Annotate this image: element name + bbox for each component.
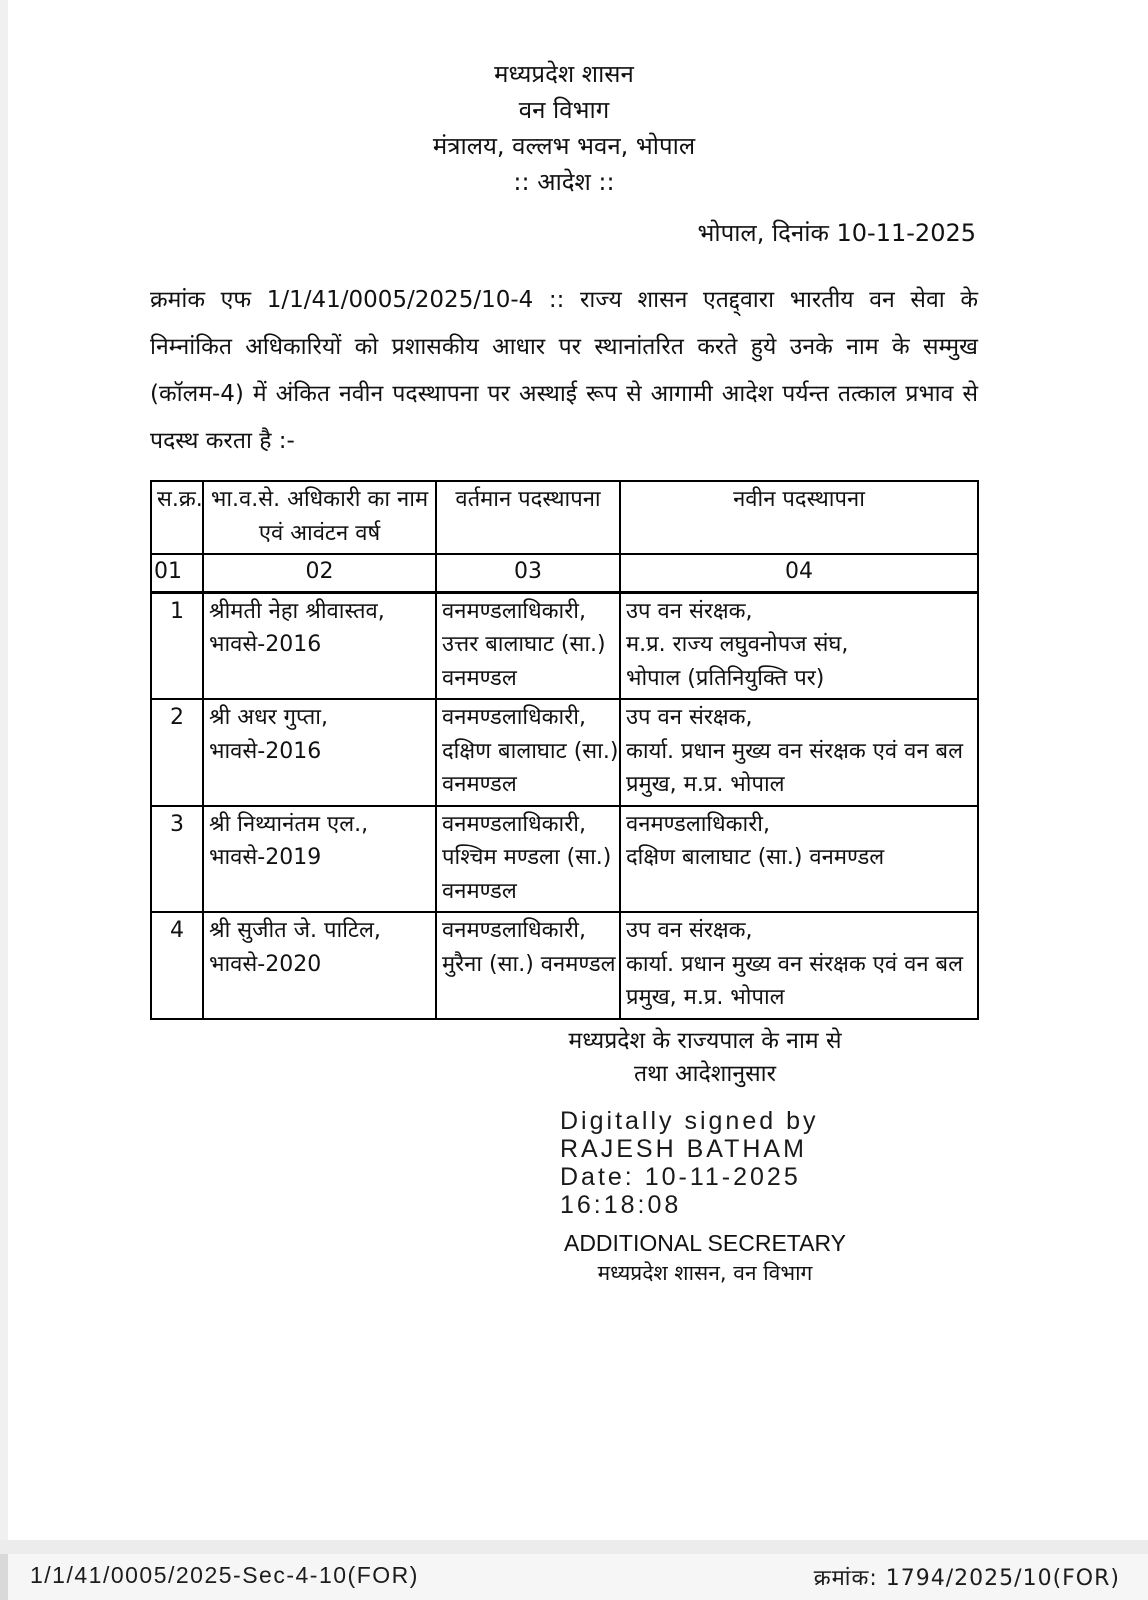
current-posting-line: उत्तर बालाघाट (सा.) [442,632,606,657]
officer-batch: भावसे-2016 [209,738,322,764]
header-department: वन विभाग [518,96,610,124]
row-sno: 2 [151,699,203,806]
table-row [151,699,978,806]
current-posting-line: वनमण्डलाधिकारी, [442,598,586,624]
signoff-line2: तथा आदेशानुसार [633,1060,777,1087]
row-officer [203,806,436,913]
header-cell-officer [203,481,436,554]
header-cell-sno: स.क्र. [151,481,203,554]
new-posting-line: उप वन संरक्षक, [626,598,753,624]
table-row [151,806,978,913]
officer-name: श्री निथ्यानंतम एल., [209,811,369,837]
signoff-line1: मध्यप्रदेश के राज्यपाल के नाम से [568,1027,842,1054]
current-posting-line: वनमण्डल [442,665,517,691]
column-number-row [151,554,978,592]
signatory-designation: ADDITIONAL SECRETARY [563,1229,847,1256]
document-header [150,0,978,200]
current-posting-line: पश्चिम मण्डला (सा.) [442,845,612,870]
current-posting-line: वनमण्डल [442,878,517,904]
column-number-04: 04 [620,554,978,592]
row-officer [203,699,436,806]
new-posting-line: भोपाल (प्रतिनियुक्ति पर) [626,665,825,691]
signature-date: Date: 10-11-2025 [560,1162,801,1191]
new-posting-line: म.प्र. राज्य लघुवनोपज संघ, [626,632,849,657]
officer-batch: भावसे-2019 [209,845,322,870]
signoff-block [435,1025,975,1091]
current-posting-line: वनमण्डलाधिकारी, [442,918,586,943]
new-posting-line: कार्या. प्रधान मुख्य वन संरक्षक एवं वन बल [626,738,964,764]
new-posting-line: वनमण्डलाधिकारी, [626,811,770,837]
current-posting-line: वनमण्डल [442,772,517,797]
current-posting-line: दक्षिण बालाघाट (सा.) [442,738,619,764]
file-reference-footer [0,1540,1148,1600]
officer-batch: भावसे-2020 [209,951,322,977]
footer-left-notch [0,1554,8,1600]
officer-batch: भावसे-2016 [209,632,322,657]
header-office: मंत्रालय, वल्लभ भवन, भोपाल [432,132,696,160]
order-paragraph: क्रमांक एफ 1/1/41/0005/2025/10-4 :: राज्य शासन एतद्द्वारा भारतीय वन सेवा के निम्नांकित अधिकारियों को प्रशासकीय आधार पर स्थानांतरित करते हुये उनके नाम के सम्मुख (कॉलम-4) में अंकित नवीन पदस्थापना पर अस्थाई रूप से आगामी आदेश पर्यन्त तत्काल प्रभाव से पदस्थ करता है :- [150,287,978,454]
new-posting-line: प्रमुख, म.प्र. भोपाल [626,985,785,1010]
officer-name: श्री अधर गुप्ता, [209,705,328,730]
officer-name: श्रीमती नेहा श्रीवास्तव, [209,598,385,624]
column-number-03: 03 [436,554,620,592]
page-left-edge [0,0,8,1600]
header-officer-line1: भा.व.से. अधिकारी का नाम [210,487,429,512]
signatory-office: मध्यप्रदेश शासन, वन विभाग [597,1260,813,1285]
place-date-line: भोपाल, दिनांक 10-11-2025 [697,219,976,247]
row-officer [203,592,436,699]
new-posting-line: उप वन संरक्षक, [626,918,753,943]
current-posting-line: वनमण्डलाधिकारी, [442,811,586,837]
row-current-posting [436,699,620,806]
row-current-posting [436,912,620,1019]
row-new-posting [620,806,978,913]
signature-line1: Digitally signed by [560,1106,819,1135]
header-officer-line2: एवं आवंटन वर्ष [258,520,381,546]
row-sno: 1 [151,592,203,699]
column-number-01: 01 [151,554,203,592]
header-government: मध्यप्रदेश शासन [494,60,634,88]
current-posting-line: मुरैना (सा.) वनमण्डल [442,951,616,977]
new-posting-line: उप वन संरक्षक, [626,705,753,730]
new-posting-line: कार्या. प्रधान मुख्य वन संरक्षक एवं वन बल [626,951,964,977]
signature-time: 16:18:08 [560,1190,682,1219]
header-cell-current-posting: वर्तमान पदस्थापना [436,481,620,554]
digital-signature-block [560,1107,978,1219]
transfer-table [150,480,979,1020]
footer-file-number: 1/1/41/0005/2025-Sec-4-10(FOR) [30,1562,419,1588]
row-sno: 4 [151,912,203,1019]
table-header-row [151,481,978,554]
header-cell-new-posting: नवीन पदस्थापना [620,481,978,554]
row-officer [203,912,436,1019]
document-content [150,0,978,1288]
signature-name: RAJESH BATHAM [560,1134,807,1163]
row-new-posting [620,912,978,1019]
row-current-posting [436,806,620,913]
new-posting-line: दक्षिण बालाघाट (सा.) वनमण्डल [626,845,885,870]
row-current-posting [436,592,620,699]
current-posting-line: वनमण्डलाधिकारी, [442,705,586,730]
new-posting-line: प्रमुख, म.प्र. भोपाल [626,772,785,797]
header-order-title: :: आदेश :: [513,168,615,196]
row-new-posting [620,699,978,806]
footer-kramank-number: क्रमांक: 1794/2025/10(FOR) [813,1566,1120,1591]
table-row [151,592,978,699]
officer-name: श्री सुजीत जे. पाटिल, [209,918,381,943]
column-number-02: 02 [203,554,436,592]
row-sno: 3 [151,806,203,913]
table-row [151,912,978,1019]
row-new-posting [620,592,978,699]
